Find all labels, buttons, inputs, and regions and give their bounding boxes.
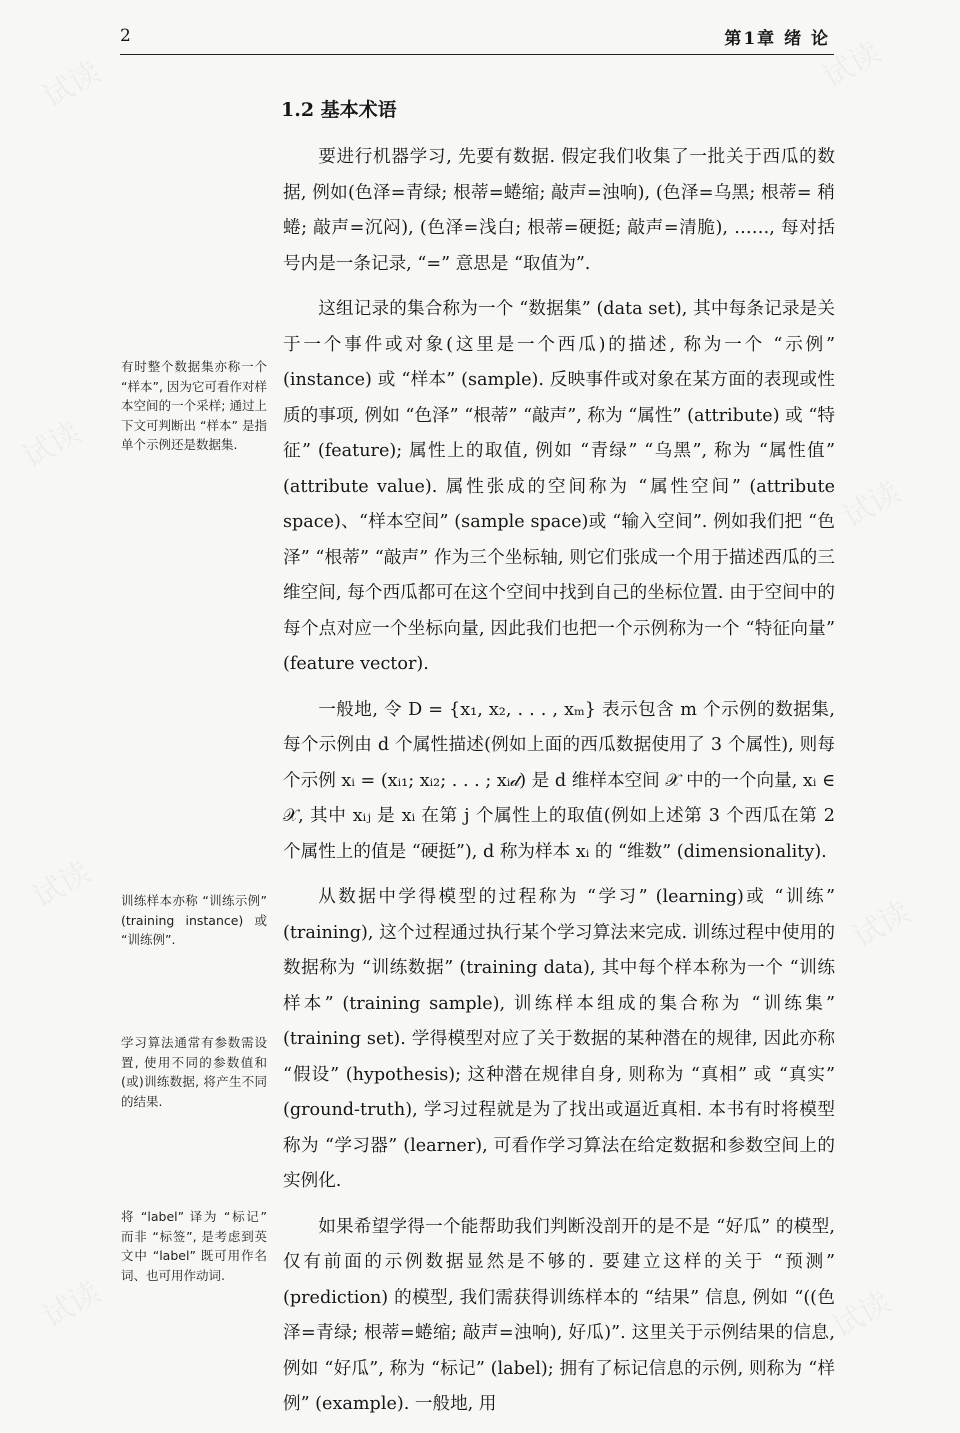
watermark [33,48,107,116]
watermark [843,888,917,956]
sidenote-sample: 有时整个数据集亦称一个 “样本”, 因为它可看作对样本空间的一个采样; 通过上下文可判断出 “样本” 是指单个示例还是数据集. [121,359,267,452]
sidenote-learning-algorithm: 学习算法通常有参数需设置, 使用不同的参数值和(或)训练数据, 将产生不同的结果. [121,1035,267,1109]
page-number: 2 [120,26,131,46]
watermark [33,1268,107,1336]
paragraph-learning-training: 从数据中学得模型的过程称为 “学习” (learning)或 “训练” (training), 这个过程通过执行某个学习算法来完成. 训练过程中使用的数据称为 “训练数据” (training data), 其中每个样本称为一个 “训练样本” (training sample), 训练样本组成的集合称为 “训练集” (training set). 学得模型对应了关于数据的某种潜在的规律, 因此亦称 “假设” (hypothesis); 这种潜在规律自身, 则称为 “真相” 或 “真实” (ground-truth), 学习过程就是为了找出或逼近真相. 本书有时将模型称为 “学习器” (learner), 可看作学习算法在给定数据和参数空间上的实例化. [283,887,835,1191]
paragraph-dataset-definition: 这组记录的集合称为一个 “数据集” (data set), 其中每条记录是关于一个事件或对象(这里是一个西瓜)的描述, 称为一个 “示例” (instance) 或 “样本” (sample). 反映事件或对象在某方面的表现或性质的事项, 例如 “色泽” “根蒂” “敲声”, 称为 “属性” (attribute) 或 “特征” (feature); 属性上的取值, 例如 “青绿” “乌黑”, 称为 “属性值” (attribute value). 属性张成的空间称为 “属性空间” (attribute space)、“样本空间” (sample space)或 “输入空间”. 例如我们把 “色泽” “根蒂” “敲声” 作为三个坐标轴, 则它们张成一个用于描述西瓜的三维空间, 每个西瓜都可在这个空间中找到自己的坐标位置. 由于空间中的每个点对应一个坐标向量, 因此我们也把一个示例称为一个 “特征向量” (feature vector). [283,299,835,674]
page-header [120,24,834,54]
main-text [283,140,835,1433]
header-rule [120,54,834,55]
paragraph-prediction-label: 如果希望学得一个能帮助我们判断没剖开的是不是 “好瓜” 的模型, 仅有前面的示例数据显然是不够的. 要建立这样的关于 “预测” (prediction) 的模型, 我们需获得训练样本的 “结果” 信息, 例如 “((色泽=青绿; 根蒂=蜷缩; 敲声=浊响), 好瓜)”. 这里关于示例结果的信息, 例如 “好瓜”, 称为 “标记” (label); 拥有了标记信息的示例, 则称为 “样例” (example). 一般地, 用 [283,1216,835,1414]
watermark [833,468,907,536]
chapter-title: 第1章 绪 论 [724,29,830,49]
section-title: 1.2 基本术语 [281,99,397,121]
watermark [23,848,97,916]
sidenote-training-instance: 训练样本亦称 “训练示例” (training instance) 或 “训练例”. [121,893,267,947]
paragraph-data-collection: 要进行机器学习, 先要有数据. 假定我们收集了一批关于西瓜的数据, 例如(色泽=青绿; 根蒂=蜷缩; 敲声=浊响), (色泽=乌黑; 根蒂= 稍蜷; 敲声=沉闷), (色泽=浅白; 根蒂=硬挺; 敲声=清脆), ……, 每对括号内是一条记录, “=” 意思是 “取值为”. [283,147,835,274]
sidenote-label: 将 “label” 译为 “标记” 而非 “标签”, 是考虑到英文中 “label” 既可用作名词、也可用作动词. [121,1209,267,1283]
watermark [13,408,87,476]
paragraph-notation: 一般地, 令 D = {x₁, x₂, . . . , xₘ} 表示包含 m 个示例的数据集, 每个示例由 d 个属性描述(例如上面的西瓜数据使用了 3 个属性), 则每个示例 xᵢ = (xᵢ₁; xᵢ₂; . . . ; xᵢ𝒹) 是 d 维样本空间 𝒳 中的一个向量, xᵢ ∈ 𝒳, 其中 xᵢⱼ 是 xᵢ 在第 j 个属性上的取值(例如上述第 3 个西瓜在第 2 个属性上的值是 “硬挺”), d 称为样本 xᵢ 的 “维数” (dimensionality). [283,699,835,862]
